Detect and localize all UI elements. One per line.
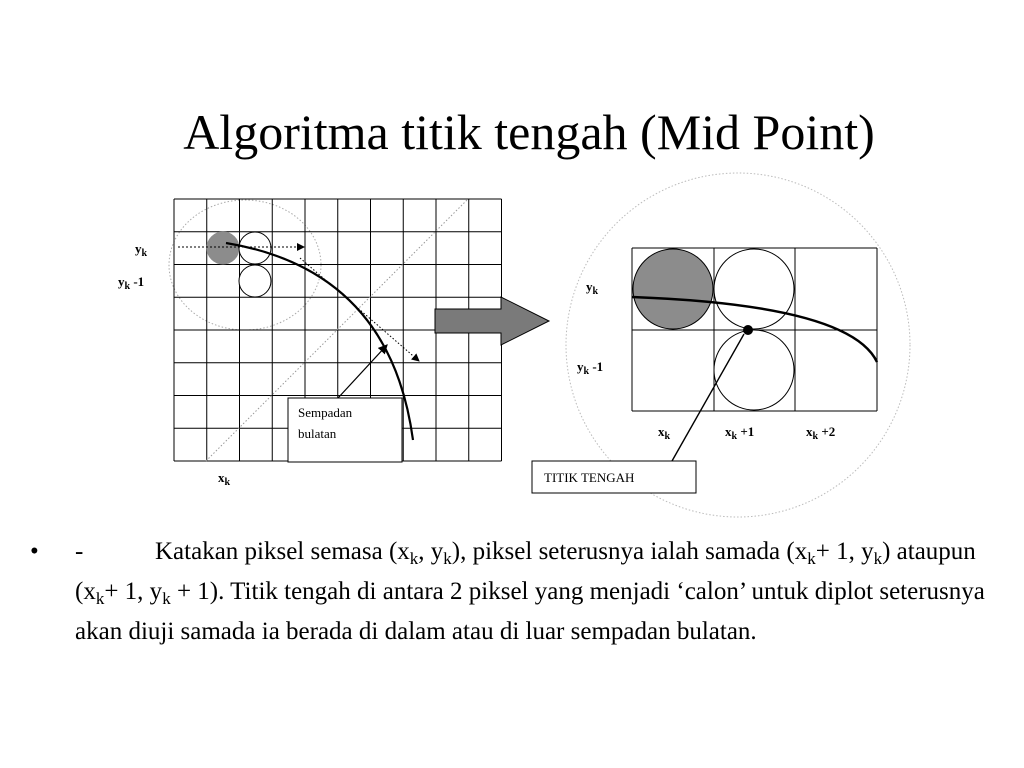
bullet-text-3: ), piksel seterusnya ialah samada (x [451, 538, 808, 565]
right-label-yk: $y_k$ [586, 279, 599, 297]
left-candidate-pixel-east [239, 232, 271, 264]
right-label-xk-plus-2: $x_k +2$ [806, 424, 836, 442]
left-callout-text-line1: Sempadan [298, 405, 353, 420]
left-label-xk: $x_k$ [218, 470, 231, 488]
subscript-k: k [807, 549, 816, 568]
right-label-yk-minus-1: $y_k$ -1 [577, 359, 604, 377]
subscript-k: k [409, 549, 419, 568]
zoom-arrow [435, 297, 549, 345]
subscript-k: k [95, 589, 105, 608]
bullet-text-1: Katakan piksel semasa (x [155, 538, 410, 565]
right-callout-text: TITIK TENGAH [544, 470, 635, 485]
left-current-pixel [207, 232, 239, 264]
right-candidate-pixel-southeast [714, 330, 794, 410]
bullet-text-5: ) ataupun (x [75, 538, 976, 605]
left-callout-pointer [338, 345, 387, 398]
right-label-xk: $x_k$ [658, 424, 671, 442]
right-label-xk-plus-1: $x_k +1$ [725, 424, 755, 442]
right-current-pixel [633, 249, 713, 329]
subscript-k: k [162, 589, 171, 608]
right-zoomed-view [532, 173, 910, 517]
bullet-dash: - [75, 538, 84, 565]
bullet-text-4: + 1, y [815, 538, 874, 565]
right-candidate-pixel-east [714, 249, 794, 329]
bullet-marker: • [30, 538, 39, 565]
left-label-yk: $y_k$ [135, 241, 148, 259]
bullet-item [30, 532, 990, 652]
subscript-k: k [873, 549, 883, 568]
bullet-list [30, 532, 990, 652]
left-callout-text-line2: bulatan [298, 426, 337, 441]
subscript-k: k [443, 549, 452, 568]
bullet-text-6: + 1, y [104, 578, 163, 605]
bullet-text-2: , y [418, 538, 444, 565]
bullet-text-7: + 1). Titik tengah di antara 2 piksel yang menjadi ‘calon’ untuk diplot seterusnya akan diuji samada ia berada di dalam atau di luar sempadan bulatan. [75, 578, 985, 645]
left-label-yk-minus-1: $y_k$ -1 [118, 274, 145, 292]
slide-title: Algoritma titik tengah (Mid Point) [183, 104, 875, 160]
left-candidate-pixel-southeast [239, 265, 271, 297]
midpoint-dot [743, 325, 753, 335]
left-pixel-grid [118, 199, 502, 488]
